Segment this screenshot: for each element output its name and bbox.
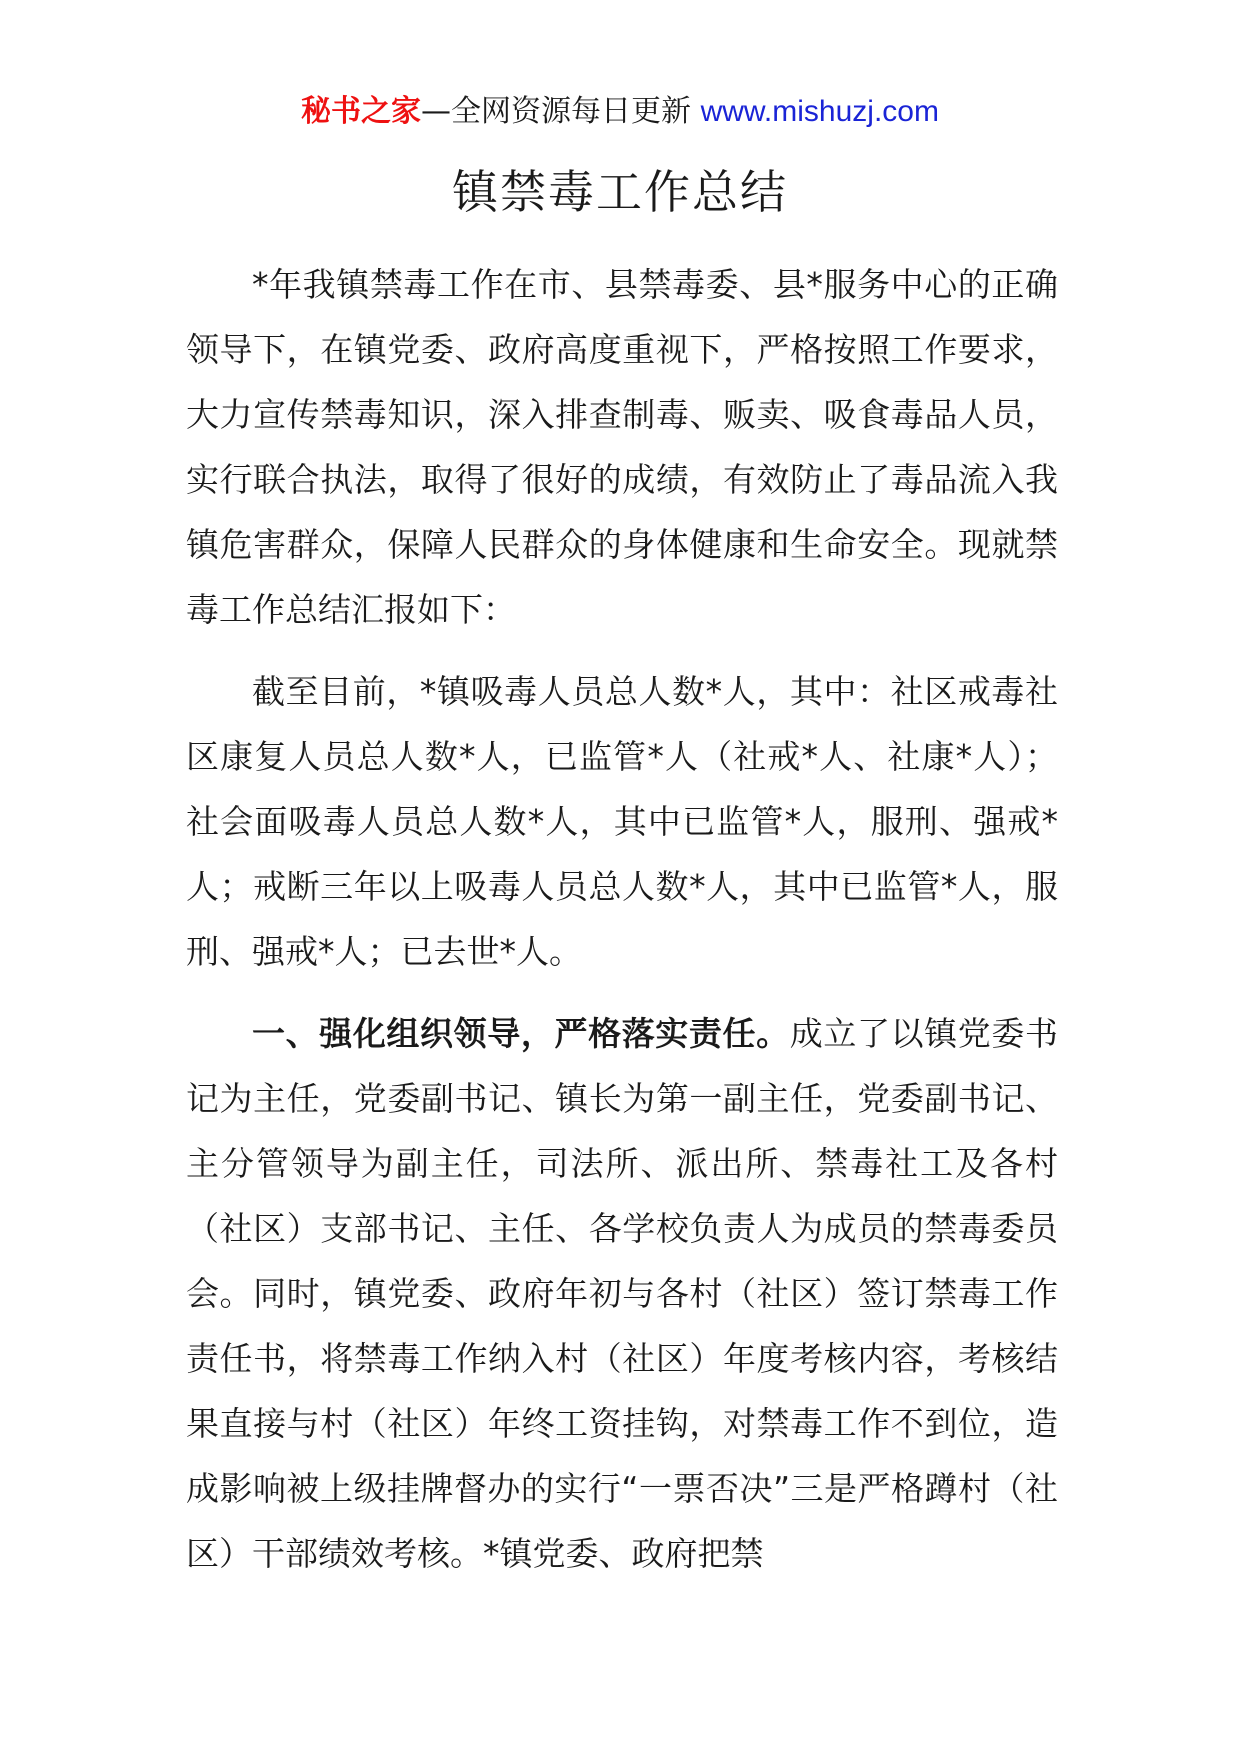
paragraph-text: 成立了以镇党委书记为主任，党委副书记、镇长为第一副主任，党委副书记、主分管领导为副主任，司法所、派出所、禁毒社工及各村（社区）支部书记、主任、各学校负责人为成员的禁毒委员会。同时，镇党委、政府年初与各村（社区）签订禁毒工作责任书，将禁毒工作纳入村（社区）年度考核内容，考核结果直接与村（社区）年终工资挂钩，对禁毒工作不到位，造成影响被上级挂牌督办的实行“一票否决”三是严格蹲村（社区）干部绩效考核。*镇党委、政府把禁 xyxy=(186,1014,1059,1573)
site-slogan: —全网资源每日更新 xyxy=(421,94,701,129)
paragraph-intro xyxy=(186,252,1058,642)
brand-name: 秘书之家 xyxy=(301,94,422,129)
paragraph-text: 截至目前，*镇吸毒人员总人数*人，其中：社区戒毒社区康复人员总人数*人，已监管*人（社戒*人、社康*人）；社会面吸毒人员总人数*人，其中已监管*人，服刑、强戒*人；戒断三年以上吸毒人员总人数*人，其中已监管*人，服刑、强戒*人；已去世*人。 xyxy=(186,672,1058,971)
paragraph-statistics xyxy=(186,659,1058,984)
paragraph-text: *年我镇禁毒工作在市、县禁毒委、县*服务中心的正确领导下，在镇党委、政府高度重视下，严格按照工作要求，大力宣传禁毒知识，深入排查制毒、贩卖、吸食毒品人员，实行联合执法，取得了很好的成绩，有效防止了毒品流入我镇危害群众，保障人民群众的身体健康和生命安全。现就禁毒工作总结汇报如下： xyxy=(186,265,1058,629)
document-title: 镇禁毒工作总结 xyxy=(452,165,788,219)
section-heading: 一、强化组织领导，严格落实责任。 xyxy=(252,1014,790,1053)
paragraph-section-one xyxy=(186,1001,1058,1586)
document-body xyxy=(186,252,1058,1586)
site-url-link[interactable]: www.mishuzj.com xyxy=(700,95,939,128)
site-header xyxy=(0,92,1240,132)
